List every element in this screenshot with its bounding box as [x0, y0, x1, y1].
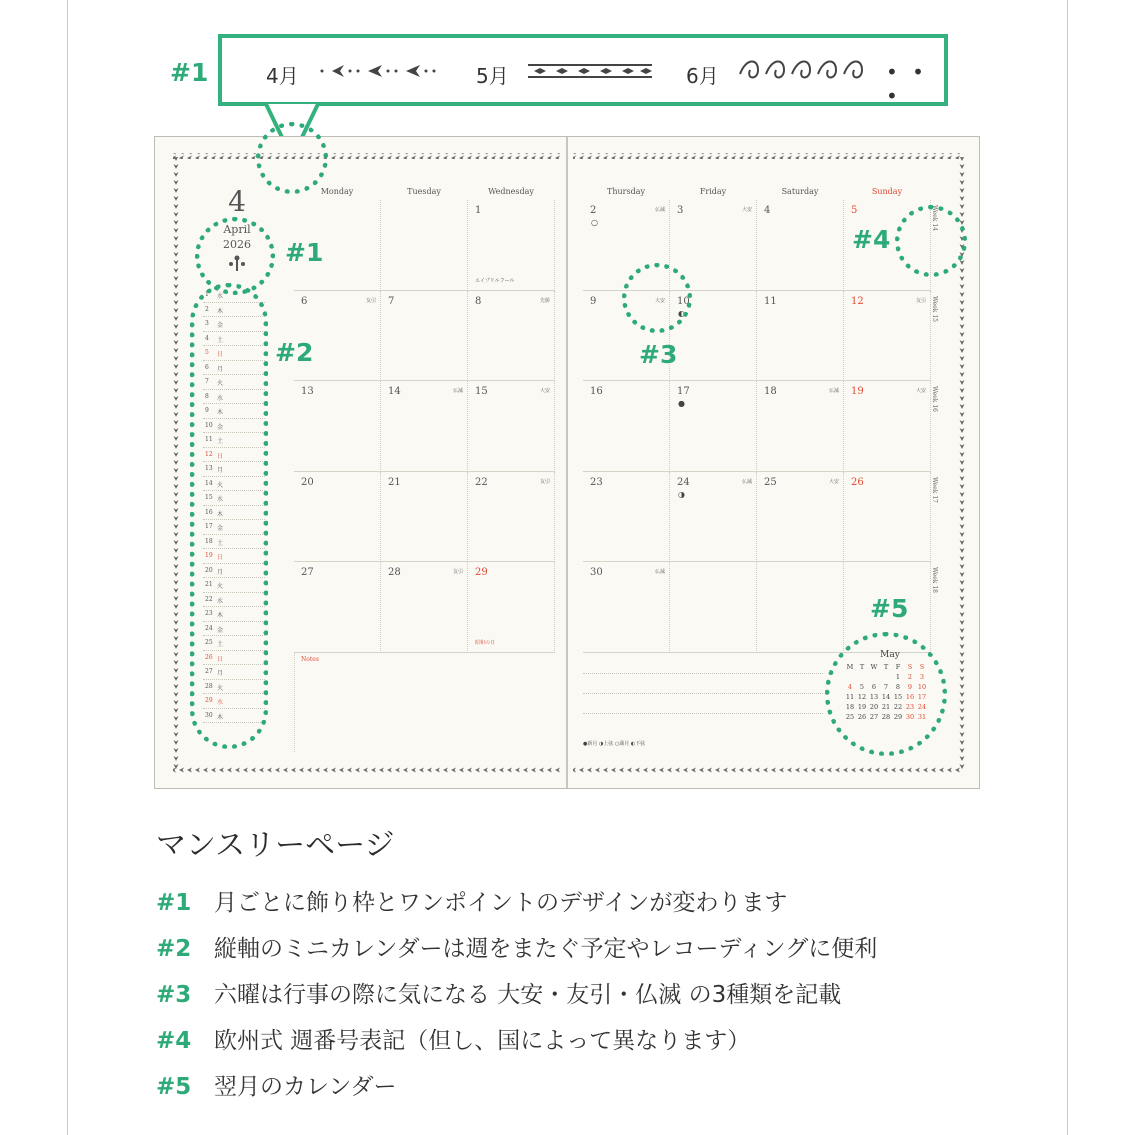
day-cell	[757, 291, 844, 382]
next-month-weekday: F	[895, 663, 901, 671]
day-number: 10	[677, 295, 690, 307]
day-number: 16	[590, 386, 603, 397]
day-cell	[757, 381, 844, 472]
next-month-day: 11	[845, 693, 855, 701]
mini-day-weekday: 月	[217, 670, 224, 677]
mini-day-number: 5	[205, 349, 209, 356]
rokuyo-label: 大安	[915, 388, 926, 394]
rokuyo-label: 仏滅	[741, 478, 752, 485]
next-month-day: 18	[845, 703, 855, 711]
month-may-label: 5月	[476, 64, 509, 88]
next-month-day: 19	[857, 703, 867, 711]
mini-day-weekday: 金	[217, 626, 224, 634]
mini-day-weekday: 土	[217, 539, 224, 547]
month-june-label: 6月	[686, 64, 719, 88]
day-cell	[381, 472, 468, 563]
header-friday: Friday	[699, 187, 727, 196]
day-number: 6	[301, 295, 308, 307]
day-cell	[670, 381, 757, 472]
day-number: 29	[475, 567, 488, 578]
mini-day-weekday: 土	[217, 641, 224, 648]
mini-day-weekday: 木	[217, 612, 224, 619]
mini-day-weekday: 水	[217, 496, 224, 503]
mini-day-weekday: 木	[217, 713, 224, 721]
month-number: 4	[228, 185, 246, 218]
next-month-day: 3	[919, 673, 925, 681]
day-number: 3	[677, 205, 684, 216]
june-ornament-icon	[736, 54, 866, 88]
day-cell	[381, 291, 468, 382]
next-month-day: 10	[917, 683, 927, 691]
header-sunday: Sunday	[871, 187, 903, 196]
mini-day-number: 10	[205, 421, 213, 429]
header-tuesday: Tuesday	[407, 187, 441, 196]
day-number: 15	[475, 386, 488, 397]
week-number-label: Week 18	[931, 567, 938, 593]
day-number: 26	[851, 476, 864, 488]
mini-day-number: 12	[205, 450, 213, 458]
mini-day-number: 3	[205, 320, 209, 327]
mini-day-weekday: 火	[217, 380, 224, 387]
mini-day-weekday: 月	[217, 467, 224, 474]
day-cell	[468, 562, 555, 653]
day-number: 23	[590, 476, 603, 488]
mini-day-number: 9	[205, 407, 209, 414]
mini-day-weekday: 金	[217, 423, 224, 431]
header-saturday: Saturday	[781, 187, 819, 196]
next-month-day: 26	[857, 713, 867, 721]
next-month-title: May	[880, 650, 900, 660]
day-cell	[381, 562, 468, 653]
moon-phase-icon: ◑	[678, 489, 685, 499]
day-cell	[670, 472, 757, 563]
mini-day-number: 14	[205, 479, 213, 487]
april-ornament-icon	[318, 62, 442, 80]
tag-4: #4	[852, 225, 891, 254]
next-month-day: 23	[905, 703, 915, 711]
feature-row	[156, 930, 877, 963]
day-number: 8	[475, 295, 482, 307]
day-cell	[294, 381, 381, 472]
next-month-day: 25	[845, 713, 855, 721]
week-number-label: Week 14	[931, 205, 938, 231]
mini-day-weekday: 土	[217, 336, 224, 344]
day-number: 30	[590, 567, 603, 578]
day-cell	[468, 381, 555, 472]
day-cell	[381, 381, 468, 472]
next-month-day: 7	[883, 683, 889, 691]
day-cell	[468, 472, 555, 563]
section-title: マンスリーページ	[156, 828, 395, 863]
rokuyo-label: 友引	[365, 297, 376, 304]
tag-3: #3	[639, 340, 678, 369]
ornament-callout	[218, 34, 948, 106]
mini-day-number: 1	[205, 291, 209, 298]
next-month-day: 1	[895, 673, 901, 681]
feature-number: #4	[156, 1028, 192, 1054]
next-month-day: 13	[869, 693, 879, 701]
day-cell	[468, 200, 555, 291]
mini-day-number: 15	[205, 494, 213, 501]
tag-2: #2	[275, 338, 314, 367]
mini-day-weekday: 日	[217, 351, 224, 358]
header-thursday: Thursday	[607, 187, 645, 196]
mini-day-number: 2	[205, 305, 209, 313]
feature-text: 六曜は行事の際に気になる 大安・友引・仏滅 の3種類を記載	[214, 982, 842, 1008]
mini-day-number: 28	[205, 682, 213, 690]
moon-phase-icon: ●	[678, 399, 685, 408]
next-month-day: 6	[871, 683, 877, 691]
mini-day-number: 18	[205, 537, 213, 545]
day-cell	[757, 562, 844, 653]
mini-day-number: 27	[205, 668, 213, 675]
right-frame-line	[1067, 0, 1068, 1135]
mini-day-weekday: 土	[217, 438, 224, 445]
mini-day-weekday: 火	[217, 583, 224, 590]
mini-day-weekday: 木	[217, 307, 224, 315]
mini-day-weekday: 水	[217, 597, 224, 605]
highlight-circle-3-rokuyo	[622, 263, 692, 333]
rokuyo-label: 大安	[654, 297, 665, 304]
day-cell	[844, 291, 931, 382]
mini-day-number: 20	[205, 566, 213, 574]
mini-day-weekday: 日	[217, 452, 224, 460]
day-number: 2	[590, 205, 597, 216]
day-number: 7	[388, 295, 395, 307]
next-month-weekday: T	[883, 663, 889, 671]
rokuyo-label: 大安	[828, 478, 839, 485]
day-number: 13	[301, 386, 314, 397]
mini-day-number: 24	[205, 624, 213, 632]
rokuyo-label: 友引	[539, 478, 550, 485]
mini-day-weekday: 火	[217, 481, 224, 489]
day-number: 28	[388, 567, 401, 578]
mini-day-weekday: 金	[217, 525, 224, 532]
mini-day-number: 21	[205, 581, 213, 588]
day-number: 19	[851, 386, 864, 397]
day-cell	[844, 381, 931, 472]
next-month-day: 15	[893, 693, 903, 701]
month-april-label: 4月	[266, 64, 299, 88]
rokuyo-label: 友引	[452, 569, 463, 575]
next-month-weekday: M	[846, 663, 854, 671]
feature-row	[156, 884, 787, 917]
next-month-day: 8	[895, 683, 901, 691]
next-month-day: 17	[917, 693, 927, 701]
next-month-day: 29	[893, 713, 903, 721]
mini-day-number: 30	[205, 711, 213, 719]
day-cell	[294, 562, 381, 653]
callout-tag: #1	[170, 58, 209, 87]
next-month-weekday: W	[870, 663, 878, 671]
day-number: 22	[475, 476, 488, 488]
day-cell	[583, 472, 670, 563]
next-month-day: 20	[869, 703, 879, 711]
day-number: 25	[764, 476, 777, 488]
highlight-circle-5-next-month	[825, 632, 947, 756]
holiday-label: エイプリルフール	[475, 277, 515, 284]
more-months-ellipsis: • • •	[886, 60, 928, 108]
feature-number: #1	[156, 890, 192, 916]
mini-day-weekday: 水	[217, 394, 224, 402]
next-month-day: 9	[907, 683, 913, 691]
day-cell	[468, 291, 555, 382]
day-number: 24	[677, 476, 690, 488]
rokuyo-label: 仏滅	[654, 569, 665, 575]
mini-day-weekday: 木	[217, 510, 224, 518]
next-month-day: 14	[881, 693, 891, 701]
next-month-day: 4	[847, 683, 853, 691]
mini-day-weekday: 火	[217, 684, 224, 692]
planner-spine	[566, 137, 568, 788]
next-month-day: 16	[905, 693, 915, 701]
feature-row	[156, 1022, 750, 1055]
mini-day-number: 8	[205, 392, 209, 400]
feature-row	[156, 976, 841, 1009]
feature-number: #3	[156, 982, 192, 1008]
next-month-day: 12	[857, 693, 867, 701]
next-month-day: 5	[859, 683, 865, 691]
day-cell	[583, 381, 670, 472]
day-number: 20	[301, 476, 314, 488]
rokuyo-label: 仏滅	[828, 388, 839, 394]
mini-day-number: 11	[205, 436, 213, 443]
rokuyo-label: 仏滅	[654, 207, 665, 213]
mini-day-number: 25	[205, 639, 213, 646]
feature-text: 欧州式 週番号表記（但し、国によって異なります）	[214, 1028, 751, 1054]
mini-day-number: 23	[205, 610, 213, 617]
moon-phase-icon: ○	[591, 218, 598, 227]
rokuyo-label: 大安	[539, 388, 550, 394]
mini-day-weekday: 日	[217, 554, 224, 561]
year-label: 2026	[223, 238, 251, 251]
may-ornament-icon	[526, 62, 654, 80]
day-number: 9	[590, 295, 597, 307]
mini-day-number: 16	[205, 508, 213, 516]
rokuyo-label: 先勝	[539, 297, 550, 304]
week-number-label: Week 17	[931, 476, 938, 503]
day-cell	[757, 472, 844, 563]
tag-5: #5	[870, 594, 909, 623]
day-number: 14	[388, 386, 401, 397]
highlight-circle-2-mini-calendar	[190, 283, 268, 749]
day-number: 12	[851, 295, 864, 307]
feature-text: 月ごとに飾り枠とワンポイントのデザインが変わります	[214, 890, 788, 916]
header-wednesday: Wednesday	[488, 187, 534, 196]
mini-day-weekday: 水	[217, 699, 224, 706]
day-cell	[670, 562, 757, 653]
next-month-day: 31	[917, 713, 927, 721]
day-number: 4	[764, 205, 771, 216]
feature-number: #5	[156, 1074, 192, 1100]
notes-border	[294, 652, 296, 752]
next-month-day: 2	[907, 673, 913, 681]
mini-day-weekday: 金	[217, 322, 224, 329]
week-number-label: Week 15	[931, 295, 938, 322]
highlight-circle-1-border	[256, 122, 328, 194]
rokuyo-label: 友引	[915, 297, 926, 304]
day-number: 18	[764, 386, 777, 397]
day-cell	[294, 291, 381, 382]
day-number: 11	[764, 295, 777, 307]
mini-day-number: 19	[205, 552, 213, 559]
next-month-weekday: S	[919, 663, 925, 671]
next-month-weekday: T	[859, 663, 865, 671]
day-number: 5	[851, 205, 858, 216]
mini-day-weekday: 日	[217, 655, 224, 663]
next-month-day: 24	[917, 703, 927, 711]
mini-day-number: 4	[205, 334, 209, 342]
mini-day-number: 17	[205, 523, 213, 530]
mini-day-number: 6	[205, 363, 209, 371]
next-month-day: 27	[869, 713, 879, 721]
day-cell	[381, 200, 468, 291]
next-month-day: 28	[881, 713, 891, 721]
rokuyo-label: 大安	[741, 207, 752, 213]
day-number: 27	[301, 567, 314, 578]
mini-day-number: 13	[205, 465, 213, 472]
week-number-label: Week 16	[931, 386, 938, 412]
mini-day-weekday: 月	[217, 365, 224, 373]
day-cell	[294, 472, 381, 563]
day-number: 17	[677, 386, 690, 397]
next-month-day: 21	[881, 703, 891, 711]
holiday-label: 昭和の日	[475, 639, 496, 646]
feature-text: 翌月のカレンダー	[214, 1074, 397, 1100]
mini-day-weekday: 月	[217, 568, 224, 576]
mini-day-number: 22	[205, 595, 213, 603]
day-number: 21	[388, 476, 401, 488]
day-cell	[583, 562, 670, 653]
feature-text: 縦軸のミニカレンダーは週をまたぐ予定やレコーディングに便利	[214, 936, 878, 962]
moon-phase-icon: ◐	[678, 308, 685, 318]
next-month-weekday: S	[907, 663, 913, 671]
mini-day-weekday: 木	[217, 409, 224, 416]
tag-1-month: #1	[285, 238, 324, 267]
day-cell	[844, 472, 931, 563]
header-monday: Monday	[320, 187, 354, 196]
day-number: 1	[475, 205, 482, 216]
next-month-day: 22	[893, 703, 903, 711]
left-frame-line	[67, 0, 68, 1135]
mini-day-number: 7	[205, 378, 209, 385]
mini-day-number: 26	[205, 653, 213, 661]
moon-phase-legend: ●新月 ◑上弦 ○満月 ◐下弦	[583, 741, 646, 747]
feature-number: #2	[156, 936, 192, 962]
feature-row	[156, 1068, 397, 1101]
day-cell	[757, 200, 844, 291]
highlight-circle-4-week	[895, 205, 967, 277]
rokuyo-label: 仏滅	[452, 388, 463, 394]
month-name: April	[223, 223, 251, 236]
mini-day-weekday: 水	[217, 293, 224, 300]
notes-label: Notes	[301, 656, 319, 663]
mini-day-number: 29	[205, 697, 213, 704]
next-month-day: 30	[905, 713, 915, 721]
